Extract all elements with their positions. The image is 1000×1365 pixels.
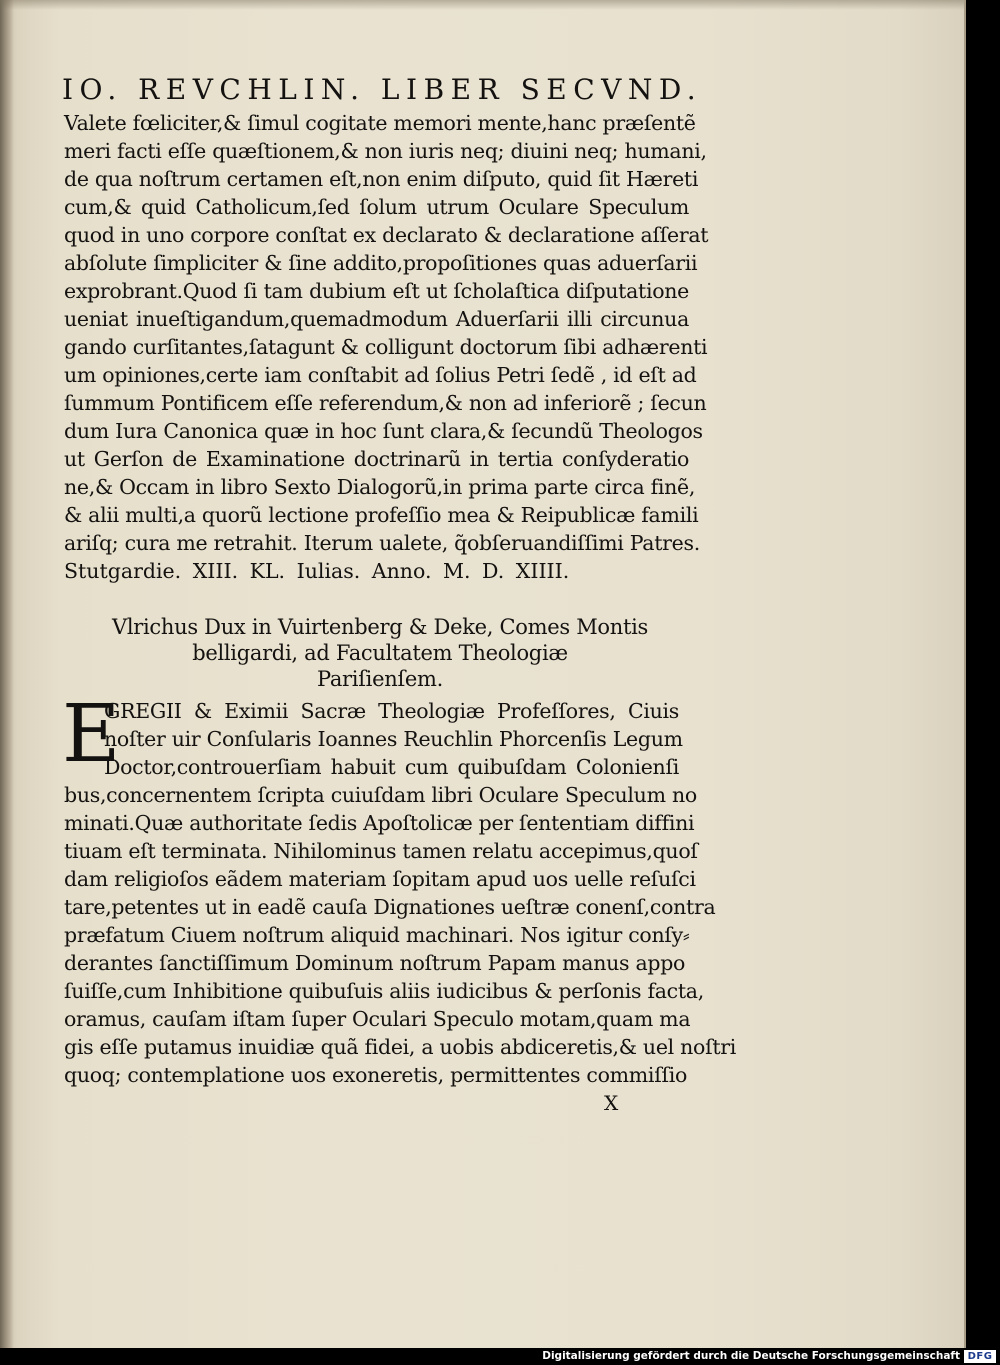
letter-2-line: Doctor,controuerſiam habuit cum quibuſdam Colonienſi <box>104 755 679 779</box>
letter-2-line: noſter uir Conſularis Ioannes Reuchlin Phorcenſis Legum <box>104 727 683 751</box>
letter-1-line: ariſq; cura me retrahit. Iterum ualete, q̃obſeruandiſſimi Patres. <box>64 531 700 555</box>
letter-1-line: meri facti eſſe quæſtionem,& non iuris neq; diuini neq; humani, <box>64 139 707 163</box>
letter-1-line: um opiniones,certe iam conſtabit ad ſolius Petri ſedẽ , id eſt ad <box>64 363 697 387</box>
letter-1-line: ſummum Pontificem eſſe referendum,& non ad inferiorẽ ; ſecun <box>64 391 707 415</box>
letter-2-line: GREGII & Eximii Sacræ Theologiæ Profeſſores, Ciuis <box>104 699 679 723</box>
letter-2-heading-line: belligardi, ad Facultatem Theologiæ <box>192 641 568 665</box>
letter-1-line: ueniat inueſtigandum,quemadmodum Aduerſarii illi circunua <box>64 307 689 331</box>
letter-1-line: ne,& Occam in libro Sexto Dialogorũ,in prima parte circa finẽ, <box>64 475 696 499</box>
letter-1-line: de qua noſtrum certamen eſt,non enim diſputo, quid ſit Hæreti <box>64 167 699 191</box>
letter-1-dateline: Stutgardie. XIII. KL. Iulias. Anno. M. D. XIIII. <box>64 559 570 583</box>
letter-2-heading-line: Vlrichus Dux in Vuirtenberg & Deke, Comes Montis <box>111 615 649 639</box>
letter-2-line: dam religioſos eãdem materiam ſopitam apud uos uelle reſuſci <box>64 867 696 891</box>
funding-credit: Digitalisierung gefördert durch die Deutsche Forschungsgemeinschaft <box>542 1350 960 1362</box>
letter-1-line: ut Gerſon de Examinatione doctrinarũ in tertia conſyderatio <box>64 447 689 471</box>
letter-2-line: derantes ſanctiſſimum Dominum noſtrum Papam manus appo <box>64 951 686 975</box>
signature-mark: X <box>604 1091 619 1115</box>
letter-1-line: abſolute ſimpliciter & ſine addito,propoſitiones quas aduerſarii <box>64 251 698 275</box>
letter-1-line: cum,& quid Catholicum,ſed ſolum utrum Oculare Speculum <box>64 195 689 219</box>
letter-1-line: exprobrant.Quod ſi tam dubium eſt ut ſcholaſtica diſputatione <box>64 279 689 303</box>
drop-capital: E <box>62 687 121 780</box>
letter-2-line: tare,petentes ut in eadẽ cauſa Dignationes ueſtræ conenſ,contra <box>64 895 716 919</box>
letter-2-line: quoq; contemplatione uos exoneretis, permittentes commiſſio <box>64 1063 688 1087</box>
letter-2-line: minati.Quæ authoritate ſedis Apoſtolicæ per ſententiam diffini <box>64 811 695 835</box>
letter-2-line: ſuiſſe,cum Inhibitione quibuſuis aliis iudicibus & perſonis facta, <box>64 979 704 1003</box>
letter-2-heading-line: Pariſienſem. <box>316 667 444 691</box>
letter-1-line: Valete fœliciter,& ſimul cogitate memori mente,hanc præſentẽ <box>64 111 696 135</box>
letter-2-line: oramus, cauſam iſtam ſuper Oculari Speculo motam,quam ma <box>64 1007 691 1031</box>
letter-1-line: quod in uno corpore conſtat ex declarato & declaratione aſſerat <box>64 223 709 247</box>
letter-2-line: gis eſſe putamus inuidiæ quã fidei, a uobis abdiceretis,& uel noſtri <box>64 1035 737 1059</box>
letter-1-line: dum Iura Canonica quæ in hoc ſunt clara,& ſecundũ Theologos <box>64 419 703 443</box>
running-head: IO. REVCHLIN. LIBER SECVND. <box>62 73 703 106</box>
dfg-logo: DFG <box>964 1350 996 1363</box>
letter-1-line: & alii multi,a quorũ lectione profeſſio mea & Reipublicæ famili <box>64 503 699 527</box>
letter-2-line: præfatum Ciuem noſtrum aliquid machinari. Nos igitur conſy⸗ <box>64 923 690 947</box>
letter-1-line: gando curſitantes,ſatagunt & colligunt doctorum ſibi adhærenti <box>64 335 708 359</box>
letter-2-line: bus,concernentem ſcripta cuiuſdam libri Oculare Speculum no <box>64 783 697 807</box>
letter-2-line: tiuam eſt terminata. Nihilominus tamen relatu accepimus,quoſ <box>64 839 698 863</box>
